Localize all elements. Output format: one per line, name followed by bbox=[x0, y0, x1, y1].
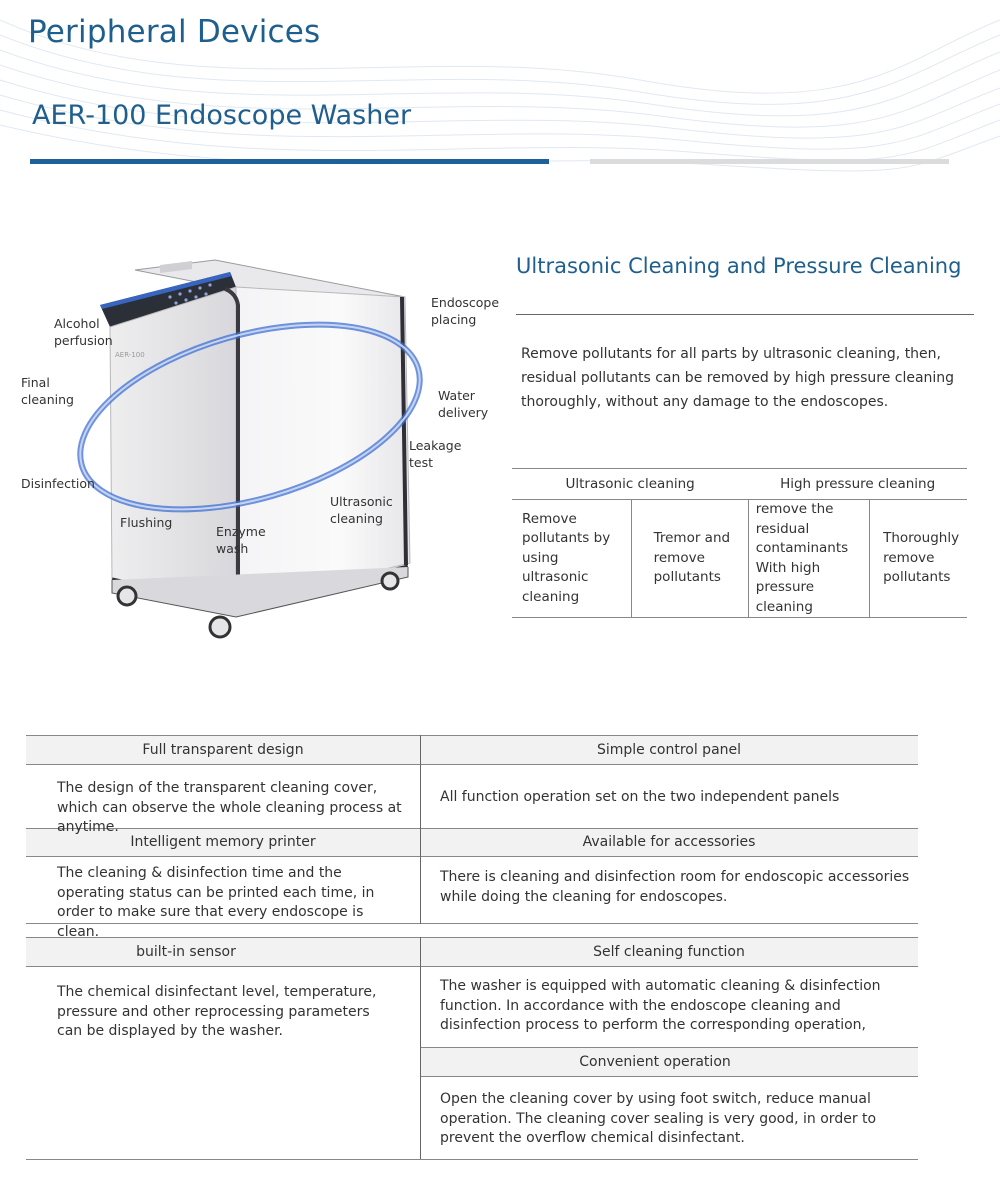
feature-title: Self cleaning function bbox=[593, 944, 745, 960]
table-rule bbox=[26, 735, 918, 736]
label-alcohol-perfusion: Alcohol perfusion bbox=[54, 316, 113, 348]
label-ultrasonic-cleaning: Ultrasonic cleaning bbox=[330, 494, 393, 526]
mini-table-cell: Tremor and remove pollutants bbox=[631, 500, 748, 618]
feature-title: Convenient operation bbox=[579, 1054, 731, 1070]
label-flushing: Flushing bbox=[120, 515, 173, 530]
mini-table-cell: Remove pollutants by using ultrasonic cleaning bbox=[512, 500, 631, 618]
feature-text: There is cleaning and disinfection room for endoscopic accessories while doing the cleaning for endoscopes. bbox=[440, 869, 910, 905]
mini-table-header: Ultrasonic cleaning bbox=[512, 469, 748, 500]
feature-title: Available for accessories bbox=[582, 834, 756, 850]
washer-illustration bbox=[0, 245, 510, 655]
label-endoscope-placing: Endoscope placing bbox=[431, 295, 500, 327]
feature-text: All function operation set on the two independent panels bbox=[440, 789, 840, 805]
product-title: AER-100 Endoscope Washer bbox=[32, 100, 412, 131]
section-title: Peripheral Devices bbox=[28, 14, 321, 50]
feature-divider bbox=[516, 314, 974, 315]
label-disinfection: Disinfection bbox=[21, 476, 95, 491]
feature-text: The design of the transparent cleaning cover, which can observe the whole cleaning process at anytime. bbox=[57, 780, 402, 835]
feature-title: Intelligent memory printer bbox=[130, 834, 316, 850]
title-underline-accent bbox=[30, 159, 549, 164]
table-rule bbox=[420, 1076, 918, 1077]
label-water-delivery: Water delivery bbox=[438, 388, 489, 420]
feature-title: Full transparent design bbox=[142, 742, 304, 758]
feature-text: The cleaning & disinfection time and the operating status can be printed each time, in order to make sure that every endoscope is clean. bbox=[57, 865, 375, 940]
feature-text: The chemical disinfectant level, temperature, pressure and other reprocessing parameters can be displayed by the washer. bbox=[57, 984, 377, 1039]
label-enzyme-wash: Enzyme wash bbox=[216, 524, 266, 556]
model-badge: AER-100 bbox=[115, 351, 145, 359]
feature-description: Remove pollutants for all parts by ultrasonic cleaning, then, residual pollutants can be removed by high pressure cleaning thoroughly, without any damage to the endoscopes. bbox=[521, 346, 955, 410]
table-rule bbox=[26, 764, 918, 765]
label-final-cleaning: Final cleaning bbox=[21, 375, 74, 407]
mini-table-header: High pressure cleaning bbox=[748, 469, 967, 500]
table-divider bbox=[420, 937, 421, 1159]
mini-table-cell: Thoroughly remove pollutants bbox=[870, 500, 967, 618]
title-underline-grey bbox=[590, 159, 949, 164]
feature-text: Open the cleaning cover by using foot switch, reduce manual operation. The cleaning cover sealing is very good, in order to prevent the overflow chemical disinfectant. bbox=[440, 1091, 877, 1146]
mini-table-cell: remove the residual contaminants With high pressure cleaning bbox=[748, 500, 869, 618]
table-rule bbox=[26, 856, 918, 857]
table-rule bbox=[26, 1159, 918, 1160]
feature-title: Simple control panel bbox=[596, 742, 742, 758]
table-rule bbox=[26, 966, 918, 967]
feature-heading: Ultrasonic Cleaning and Pressure Cleaning bbox=[516, 254, 962, 278]
feature-text: The washer is equipped with automatic cleaning & disinfection function. In accordance with the endoscope cleaning and disinfection process to perform the corresponding operation, bbox=[440, 978, 881, 1033]
label-leakage-test: Leakage test bbox=[409, 438, 462, 470]
cleaning-comparison-table bbox=[512, 468, 967, 618]
table-rule bbox=[420, 1047, 918, 1048]
feature-title: built-in sensor bbox=[136, 944, 236, 960]
